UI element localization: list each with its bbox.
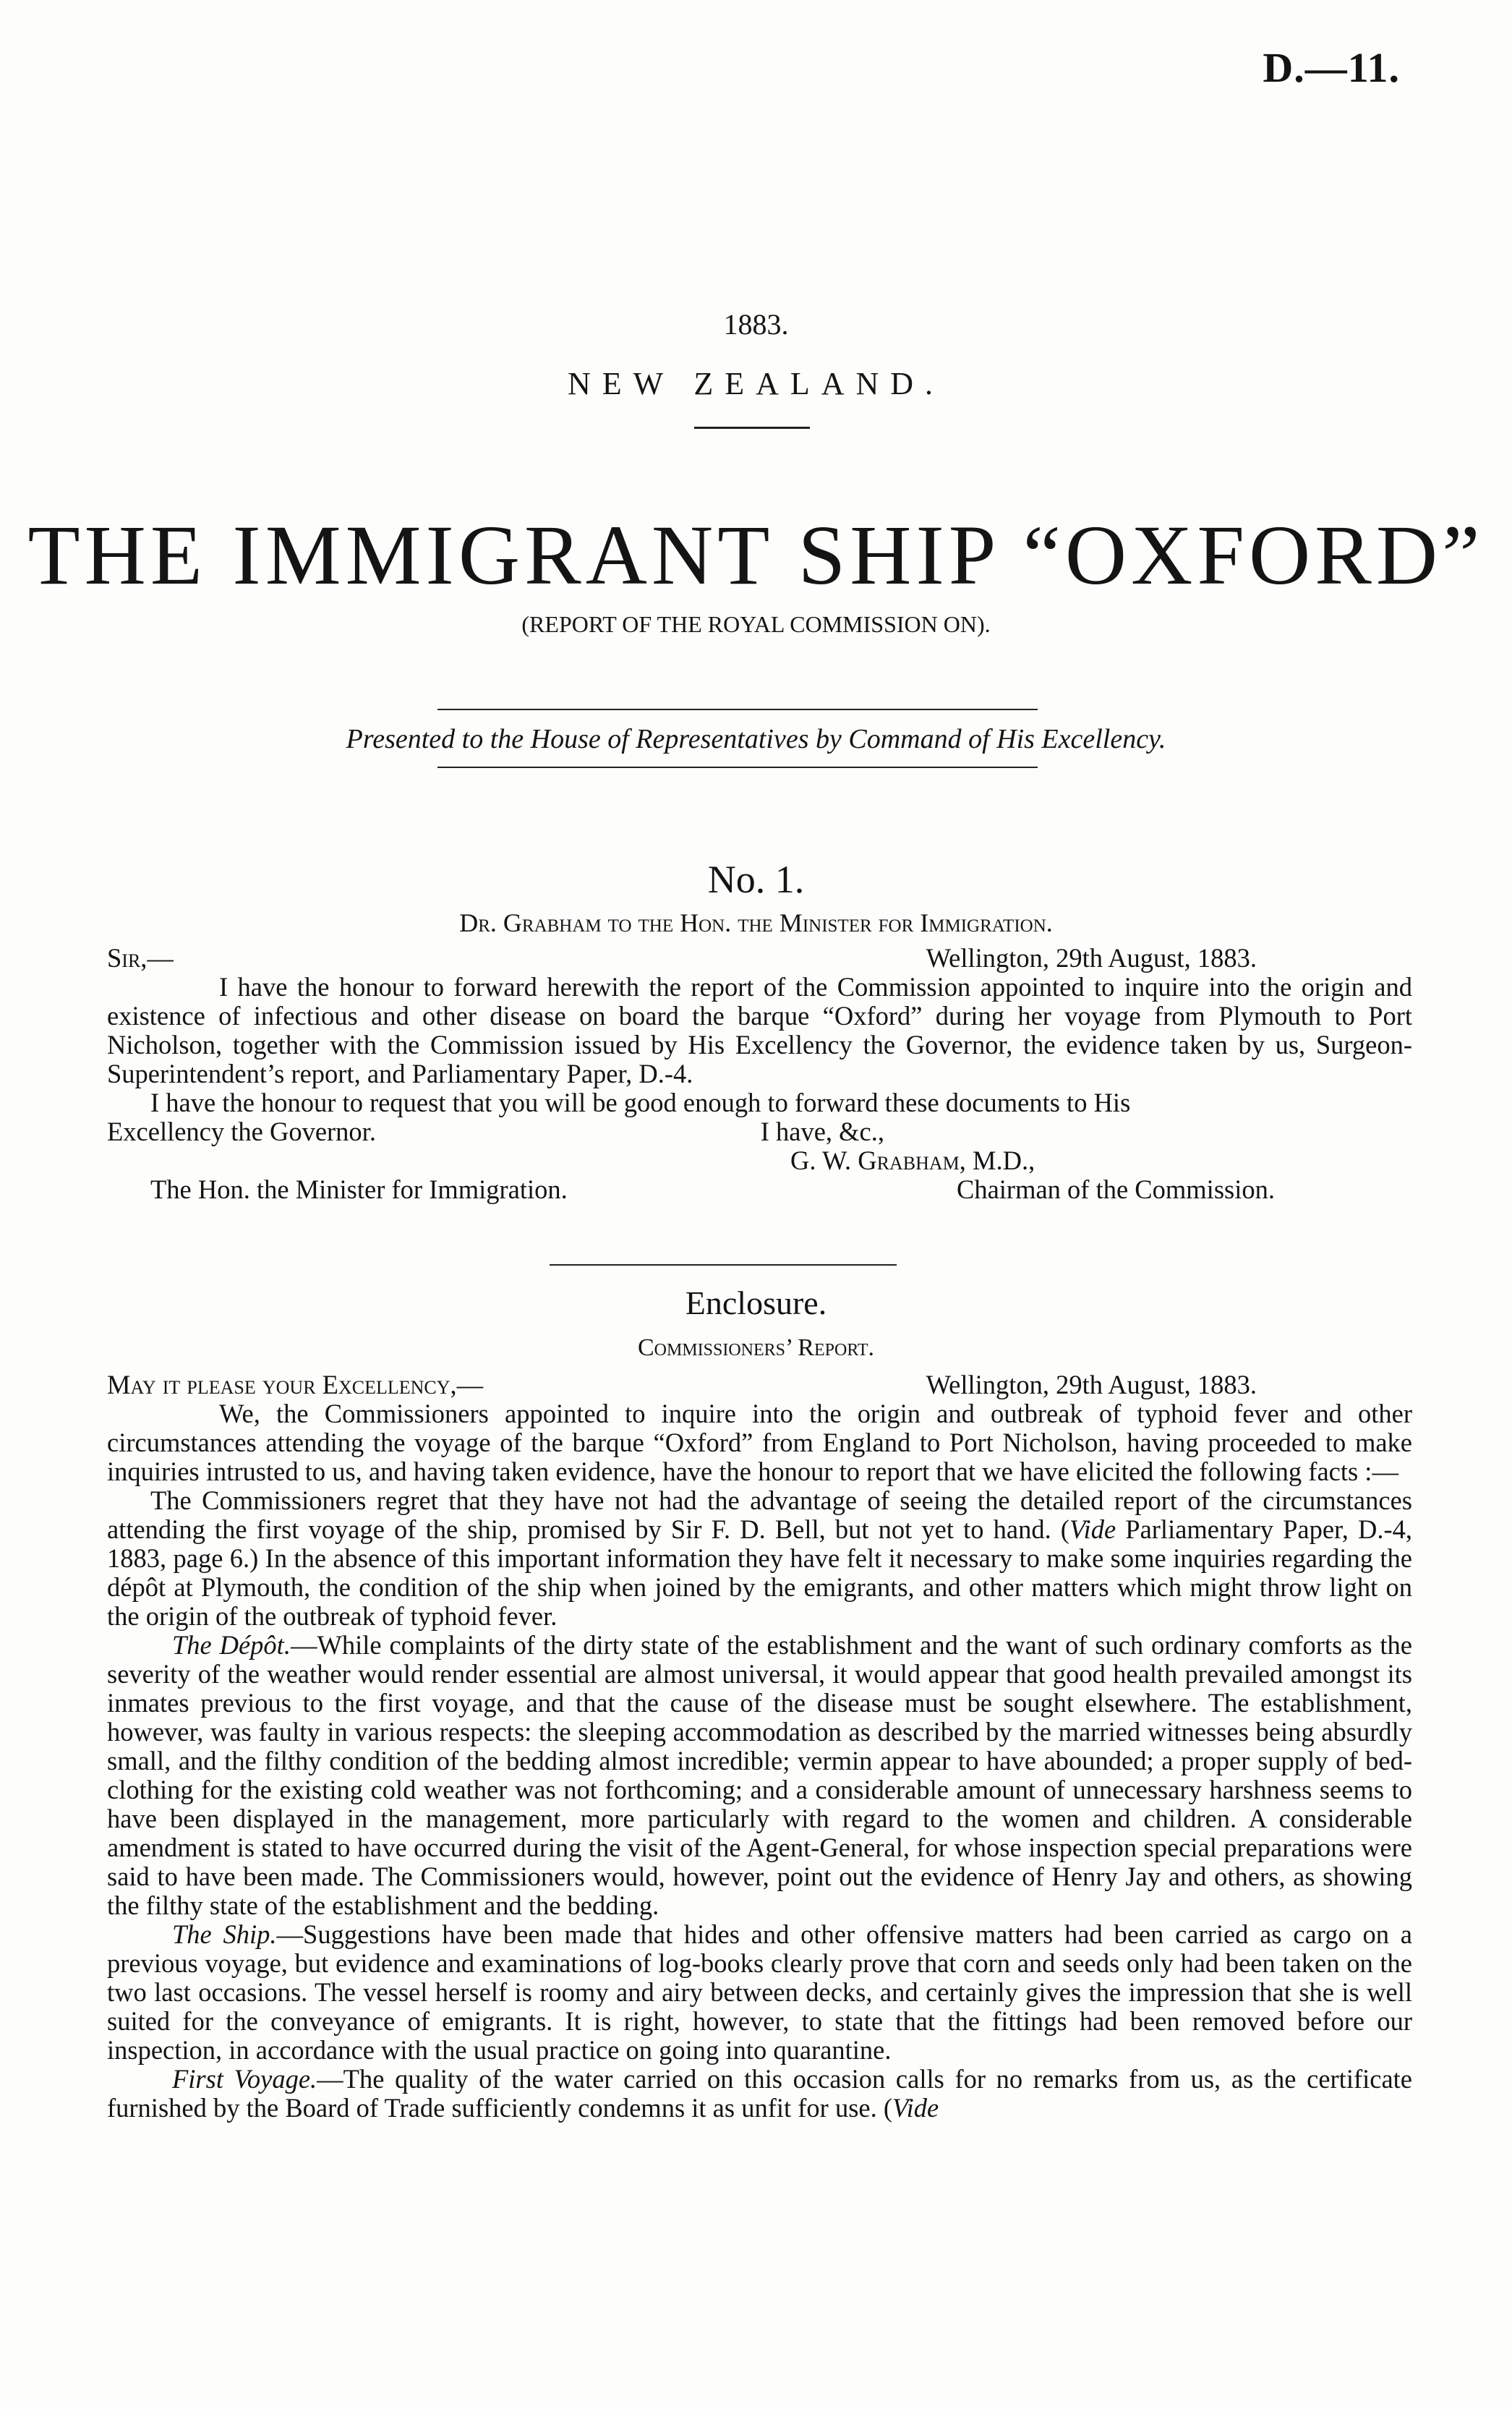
- section-lead: The Ship.: [172, 1919, 277, 1949]
- country-heading: NEW ZEALAND.: [567, 366, 945, 401]
- section-lead: The Dépôt.: [172, 1630, 291, 1660]
- report-paragraph: The Commissioners regret that they have not had the advantage of seeing the detailed report of the circumstances attending the first voyage of the ship, promised by Sir F. D. Bell, but not yet to hand. (Vide Parliamentary Paper, D.-4, 1883, page 6.) In the absence of this important information they have felt it necessary to make some inquiries regarding the dépôt at Plymouth, the condition of the ship when joined by the emigrants, and other matters which might throw light on the origin of the outbreak of typhoid fever.: [107, 1485, 1412, 1631]
- report-body: [107, 1370, 1412, 2123]
- report-subheading: Commissioners’ Report.: [637, 1334, 875, 1361]
- letter-place-date: Wellington, 29th August, 1883.: [926, 943, 1257, 973]
- document-subtitle: (REPORT OF THE ROYAL COMMISSION ON).: [521, 611, 991, 637]
- letter-number: No. 1.: [707, 858, 805, 901]
- letter-body: [107, 944, 1412, 1204]
- report-paragraph-ship: The Ship.—Suggestions have been made that hides and other offensive matters had been carried as cargo on a previous voyage, but evidence and examinations of log-books clearly prove that corn and seeds only had been taken on the two last occasions. The vessel herself is roomy and airy between decks, and certainly gives the impression that she is well suited for the conveyance of emigrants. It is right, however, to state that the fittings had been removed before our inspection, in accordance with the usual practice on going into quarantine.: [107, 1919, 1412, 2065]
- enclosure-heading: Enclosure.: [685, 1284, 827, 1321]
- page-reference: D.—11.: [1263, 44, 1400, 91]
- divider-rule: [437, 767, 1038, 768]
- report-place-date: Wellington, 29th August, 1883.: [926, 1370, 1257, 1399]
- document-title: THE IMMIGRANT SHIP “OXFORD”: [27, 508, 1485, 602]
- letter-signature: G. W. Grabham, M.D.,: [790, 1146, 1035, 1175]
- letter-paragraph: I have the honour to request that you will be good enough to forward these documents to His: [150, 1088, 1131, 1117]
- letter-addressee: The Hon. the Minister for Immigration.: [150, 1174, 568, 1204]
- letter-salutation: Sir,—: [107, 943, 174, 973]
- letter-closing: I have, &c.,: [760, 1117, 884, 1146]
- report-paragraph-depot: The Dépôt.—While complaints of the dirty state of the establishment and the want of such ordinary comforts as the severity of the weather would render essential are almost universal, it would appear that good health prevailed amongst its inmates previous to the first voyage, and that the cause of the disease must be sought elsewhere. The establishment, however, was faulty in various respects: the sleeping accommodation as described by the married witnesses being absurdly small, and the filthy condition of the bedding almost incredible; vermin appear to have abounded; a proper supply of bed-clothing for the existing cold weather was not forthcoming; and a considerable amount of unnecessary harshness seems to have been displayed in the management, more particularly with regard to the women and children. A considerable amendment is stated to have occurred during the visit of the Agent-General, for whose inspection special preparations were said to have been made. The Commissioners would, however, point out the evidence of Henry Jay and others, as showing the filthy state of the establishment and the bedding.: [107, 1630, 1413, 1920]
- letter-from-line: Dr. Grabham to the Hon. the Minister for Immigration.: [459, 908, 1053, 937]
- section-lead: First Voyage.: [172, 2064, 317, 2094]
- divider-rule: [437, 709, 1038, 710]
- letter-text: Excellency the Governor.: [107, 1117, 376, 1146]
- divider-rule: [550, 1264, 897, 1266]
- letter-paragraph: I have the honour to forward herewith the report of the Commission appointed to inquire into the origin and existence of infectious and other disease on board the barque “Oxford” during her voyage from Plymouth to Port Nicholson, together with the Commission issued by His Excellency the Governor, the evidence taken by us, Surgeon-Superintendent’s report, and Parliamentary Paper, D.-4.: [107, 972, 1412, 1088]
- presented-line: Presented to the House of Representatives by Command of His Excellency.: [346, 724, 1166, 754]
- report-paragraph: We, the Commissioners appointed to inquire into the origin and outbreak of typhoid fever and other circumstances attending the voyage of the barque “Oxford” from England to Port Nicholson, having proceeded to make inquiries intrusted to us, and having taken evidence, have the honour to report that we have elicited the following facts :—: [107, 1399, 1412, 1486]
- report-year: 1883.: [723, 308, 789, 341]
- signatory-title: Chairman of the Commission.: [957, 1174, 1275, 1204]
- report-paragraph-first-voyage: First Voyage.—The quality of the water carried on this occasion calls for no remarks from us, as the certificate furnished by the Board of Trade sufficiently condemns it as unfit for use. (Vide: [107, 2064, 1413, 2123]
- report-salutation: May it please your Excellency,—: [107, 1370, 484, 1399]
- divider-rule: [694, 427, 810, 429]
